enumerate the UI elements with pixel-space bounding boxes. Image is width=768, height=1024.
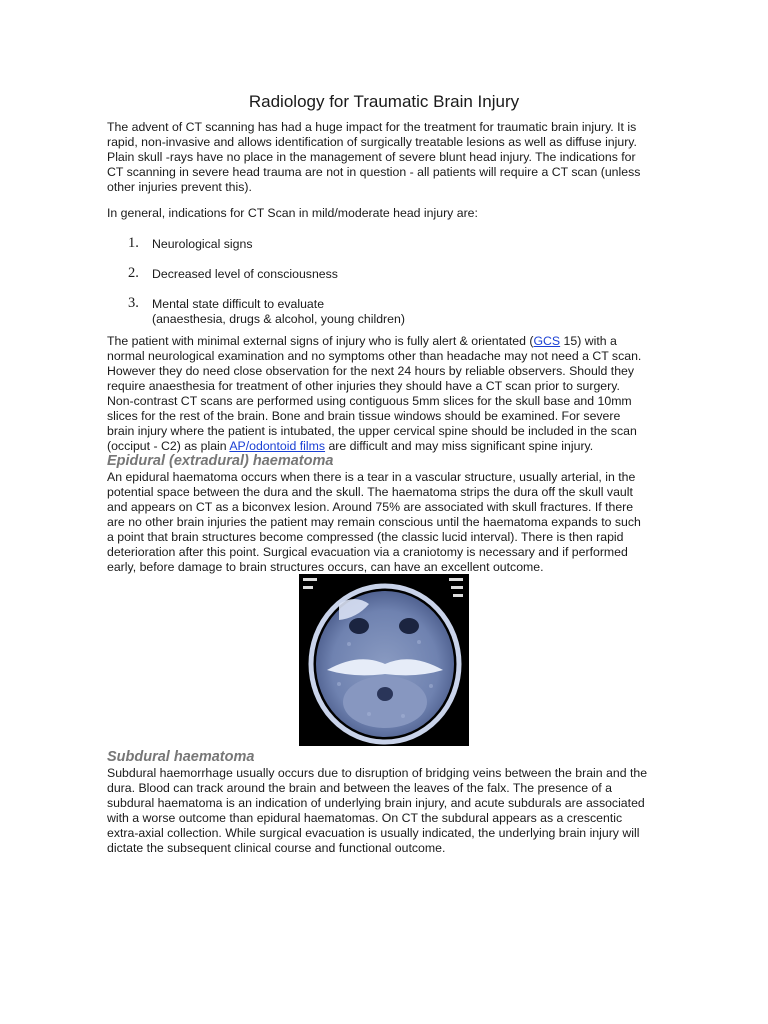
patient-text: The patient with minimal external signs of injury who is fully alert & orientated ( — [107, 334, 534, 348]
list-item-subtext: (anaesthesia, drugs & alcohol, young children) — [152, 312, 405, 326]
patient-line: slices for the rest of the brain. Bone and brain tissue windows should be examined. For severe — [107, 409, 621, 423]
indications-intro — [107, 206, 663, 221]
epidural-paragraph — [107, 470, 663, 575]
patient-line: Non-contrast CT scans are performed using contiguous 5mm slices for the skull base and 10mm — [107, 394, 632, 408]
epidural-line: are no other brain injuries the patient may remain conscious until the haematoma expands to such — [107, 515, 641, 529]
epidural-line: deterioration after this point. Surgical evacuation via a craniotomy is necessary and if performed — [107, 545, 628, 559]
subdural-paragraph — [107, 766, 663, 856]
gcs-link[interactable]: GCS — [533, 334, 561, 348]
intro-paragraph — [107, 120, 663, 195]
patient-paragraph — [107, 334, 663, 454]
intro-line: rapid, non-invasive and allows identification of surgically treatable lesions as well as diffuse injury. — [107, 135, 637, 149]
list-item-text: Mental state difficult to evaluate — [152, 297, 325, 311]
patient-line — [107, 334, 663, 349]
epidural-line: early, before damage to brain structures occurs, can have an excellent outcome. — [107, 560, 544, 574]
list-number: 2. — [128, 265, 139, 281]
ap-odontoid-films-link[interactable]: AP/odontoid films — [229, 439, 326, 453]
patient-line: brain injury where the patient is intubated, the upper cervical spine should be included in the scan — [107, 424, 637, 438]
list-item-text: Decreased level of consciousness — [152, 267, 338, 281]
page-title: Radiology for Traumatic Brain Injury — [248, 92, 520, 111]
epidural-line: a point that brain structures become compressed (the classic lucid interval). There is then rapid — [107, 530, 624, 544]
ct-scan-icon — [299, 574, 469, 746]
ct-scan-image — [299, 574, 469, 746]
indications-intro-text: In general, indications for CT Scan in mild/moderate head injury are: — [107, 206, 478, 220]
subdural-line: subdural haematoma is an indication of underlying brain injury, and acute subdurals are associated — [107, 796, 645, 810]
patient-line: normal neurological examination and no symptoms other than headache may not need a CT scan. — [107, 349, 642, 363]
patient-text: 15) with a — [560, 334, 617, 348]
intro-line: other injuries prevent this). — [107, 180, 252, 194]
subdural-line: Subdural haemorrhage usually occurs due to disruption of bridging veins between the brain and the — [107, 766, 648, 780]
subdural-line: dictate the subsequent clinical course and functional outcome. — [107, 841, 446, 855]
epidural-heading: Epidural (extradural) haematoma — [107, 453, 334, 469]
list-item-text: Neurological signs — [152, 237, 253, 251]
patient-line: require anaesthesia for treatment of other injuries they should have a CT scan prior to surgery. — [107, 379, 620, 393]
subdural-line: extra-axial collection. While surgical evacuation is usually indicated, the underlying brain injury will — [107, 826, 640, 840]
intro-line: The advent of CT scanning has had a huge impact for the treatment for traumatic brain injury. It is — [107, 120, 637, 134]
intro-line: CT scanning in severe head trauma are not in question - all patients will require a CT scan (unless — [107, 165, 641, 179]
epidural-line: An epidural haematoma occurs when there is a tear in a vascular structure, usually arterial, in the — [107, 470, 636, 484]
patient-text: (occiput - C2) as plain — [107, 439, 230, 453]
list-number: 1. — [128, 235, 139, 251]
subdural-heading: Subdural haematoma — [107, 749, 255, 765]
intro-line: Plain skull -rays have no place in the management of severe blunt head injury. The indications for — [107, 150, 636, 164]
list-number: 3. — [128, 295, 139, 311]
patient-text: are difficult and may miss significant spine injury. — [325, 439, 594, 453]
patient-line: However they do need close observation for the next 24 hours by reliable observers. Should they — [107, 364, 635, 378]
subdural-line: dura. Blood can track around the brain and between the leaves of the falx. The presence of a — [107, 781, 612, 795]
epidural-line: potential space between the dura and the skull. The haematoma strips the dura off the skull vault — [107, 485, 633, 499]
subdural-line: with a worse outcome than epidural haematomas. On CT the subdural appears as a crescentic — [107, 811, 623, 825]
epidural-line: and appears on CT as a biconvex lesion. Around 75% are associated with skull fractures. If there — [107, 500, 634, 514]
